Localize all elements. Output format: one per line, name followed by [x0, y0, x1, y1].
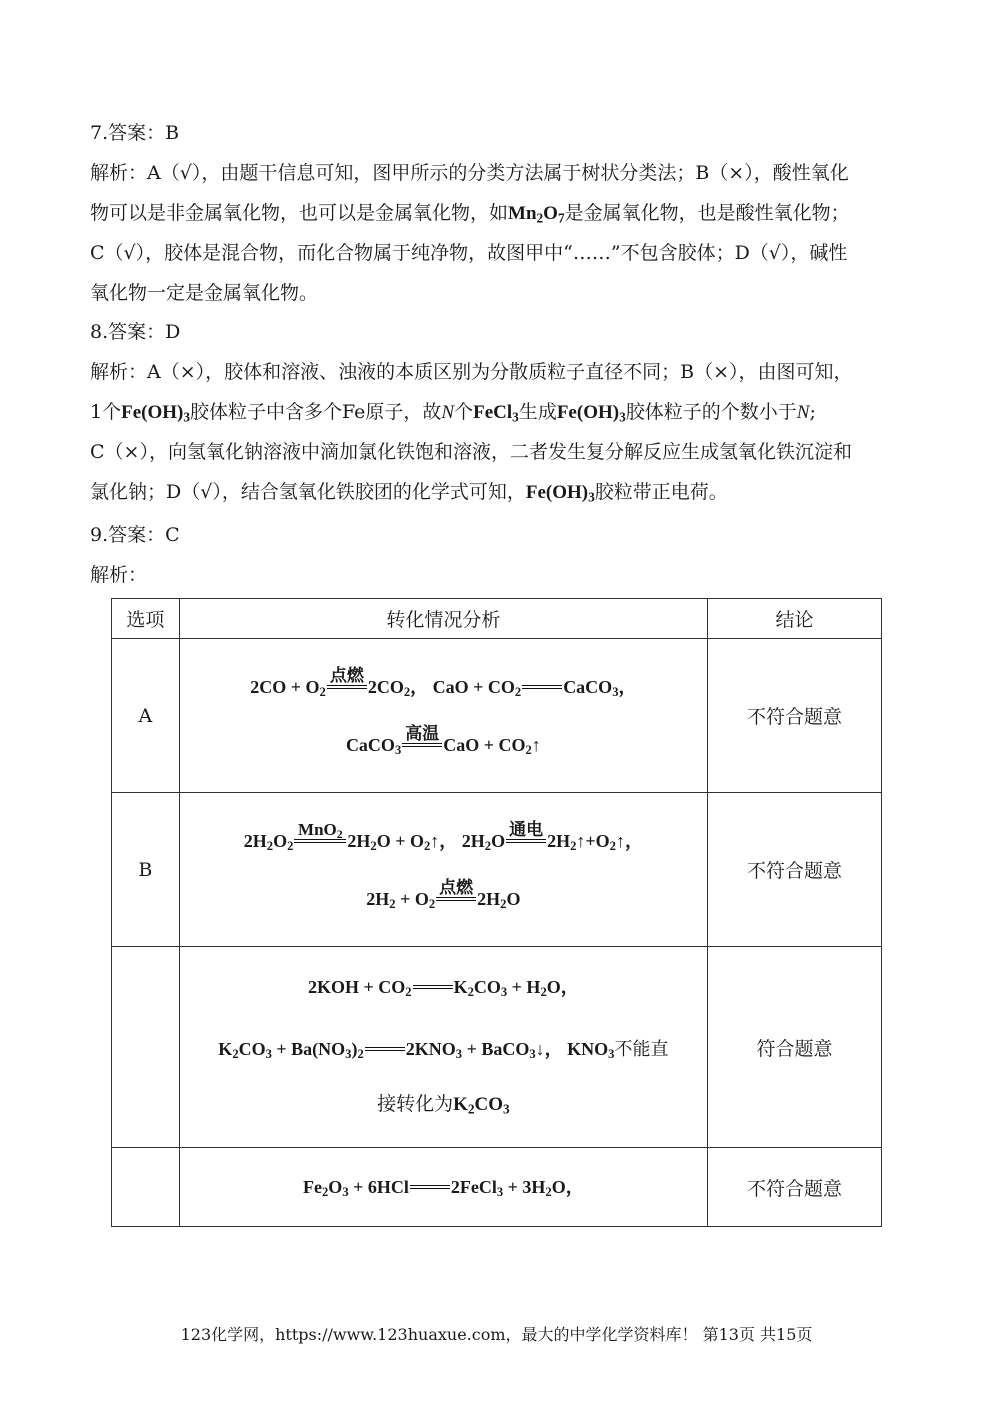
table-header-row: [112, 599, 882, 639]
conclusion-cell: 不符合题意: [708, 639, 882, 793]
q7-line-3: C（√），胶体是混合物，而化合物属于纯净物，故图甲中“……”不包含胶体；D（√），碱性: [90, 242, 848, 264]
analysis-table: [111, 598, 882, 1227]
analysis-cell: $2KOH + CO_2$ $K_2CO_3 + H_2O$， $K_2CO_3 + Ba(NO_3)_2$ $2KNO_3$ + BaCO$_3$↓， $KNO_3$不能直 接转化为$K_2CO_3$: [179, 947, 707, 1148]
conclusion-cell: 不符合题意: [708, 1148, 882, 1227]
analysis-cell: $Fe_2O_3 + 6HCl$ 2FeCl$_3$ + $3H_2O$，: [179, 1148, 707, 1227]
table-row: [112, 947, 882, 1148]
table-row: [112, 1148, 882, 1227]
header-analysis: 转化情况分析: [179, 599, 707, 639]
header-option: 选项: [112, 599, 180, 639]
q7-line-4: 氧化物一定是金属氧化物。: [90, 282, 319, 304]
q8-line-4: 氯化钠；D（√），结合氢氧化铁胶团的化学式可知，$Fe(OH)_3$胶粒带正电荷。: [90, 481, 728, 505]
q9-intro: 解析：: [90, 564, 148, 586]
q8-line-1: 解析：A（×），胶体和溶液、浊液的本质区别为分散质粒子直径不同；B（×），由图可知，: [90, 361, 853, 383]
option-cell: B: [112, 793, 180, 947]
option-cell: [112, 947, 180, 1148]
q8-answer: 8.答案：D: [90, 321, 181, 343]
q7-line-2: 物可以是非金属氧化物，也可以是金属氧化物，如$Mn_2O_7$是金属氧化物，也是酸性氧化物；: [90, 202, 850, 226]
analysis-cell: $2CO + O_2$ 点燃 $2CO_2$， CaO + $CO_2$ CaCO$_3$， CaCO$_3$ 高温 CaO + $CO_2↑$: [179, 639, 707, 793]
option-cell: A: [112, 639, 180, 793]
table-row: [112, 639, 882, 793]
q7-answer: 7.答案：B: [90, 122, 180, 144]
q9-answer: 9.答案：C: [90, 524, 180, 546]
table-row: [112, 793, 882, 947]
q8-line-2: 1个$Fe(OH)_3$胶体粒子中含多个Fe原子，故N个FeCl$_3$生成$Fe(OH)_3$胶体粒子的个数小于N;: [90, 401, 816, 425]
question-7: [90, 113, 902, 313]
header-conclusion: 结论: [708, 599, 882, 639]
question-8: [90, 312, 902, 512]
formula-mn2o7: $Mn_2O_7$: [508, 203, 565, 226]
q8-line-3: C（×），向氢氧化钠溶液中滴加氯化铁饱和溶液，二者发生复分解反应生成氢氧化铁沉淀和: [90, 441, 852, 463]
q7-line-1: 解析：A（√），由题干信息可知，图甲所示的分类方法属于树状分类法；B（×），酸性氧化: [90, 162, 849, 184]
page-footer: 123化学网，https://www.123huaxue.com，最大的中学化学资料库！ 第13页 共15页: [180, 1325, 813, 1344]
conclusion-cell: 不符合题意: [708, 793, 882, 947]
option-cell: [112, 1148, 180, 1227]
analysis-cell: $2H_2O_2$ MnO$_2$ $2H_2O$ + $O_2↑$， $2H_2O$ 通电 $2H_2↑+O_2↑$， $2H_2 + O_2$ 点燃 $2H_2O$: [179, 793, 707, 947]
question-9: [90, 515, 902, 595]
conclusion-cell: 符合题意: [708, 947, 882, 1148]
